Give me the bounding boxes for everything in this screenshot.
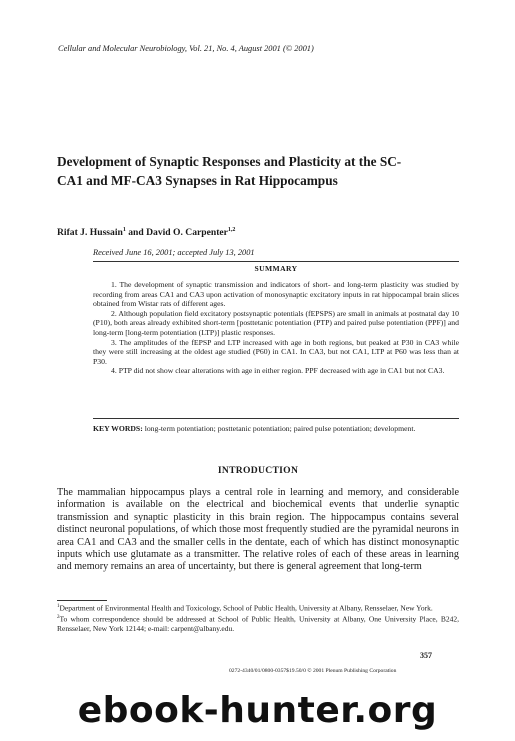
footnote-text: Department of Environmental Health and Toxicology, School of Public Health, University at Albany, Rensselaer, New York. <box>59 603 433 613</box>
article-title: Development of Synaptic Responses and Plasticity at the SC-CA1 and MF-CA3 Synapses in Rat Hippocampus <box>57 154 402 188</box>
author-name: David O. Carpenter <box>146 227 228 239</box>
author-line <box>57 227 235 238</box>
summary-paragraph: 4. PTP did not show clear alterations with age in either region. PPF decreased with age in CA1 but not CA3. <box>111 366 445 376</box>
footnote-text: To whom correspondence should be addressed at School of Public Health, University at Albany, One University Place, B242, Rensselaer, New York 12144; e-mail: carpent@albany.edu. <box>57 614 459 633</box>
watermark: ebook-hunter.org <box>77 690 438 731</box>
footnote <box>57 613 459 633</box>
section-heading: INTRODUCTION <box>217 465 299 476</box>
summary-bottom-rule <box>93 418 459 419</box>
keywords <box>93 424 459 434</box>
page-number: 357 <box>420 651 432 660</box>
journal-citation: Cellular and Molecular Neurobiology, Vol. 21, No. 4, August 2001 (© 2001) <box>58 44 314 53</box>
summary-body <box>93 280 459 376</box>
footnotes <box>57 602 459 633</box>
affiliation-marker: 1,2 <box>227 227 236 233</box>
affiliation-marker: 1 <box>122 227 126 233</box>
summary-heading: SUMMARY <box>254 264 298 273</box>
keywords-text: long-term potentiation; posttetanic potentiation; paired pulse potentiation; development. <box>142 424 416 433</box>
copyright-line: 0272-4340/01/0800-0357$19.50/0 © 2001 Plenum Publishing Corporation <box>229 668 397 674</box>
summary-paragraph: 2. Although population field excitatory postsynaptic potentials (fEPSPS) are small in animals at postnatal day 10 (P10), both areas already exhibited short-term [posttetanic potentiation (PTP) and paired pulse potentiation (PPF)] and long-term [long-term potentiation (LTP)] plastic responses. <box>93 308 459 337</box>
keywords-label: KEY WORDS: <box>93 424 143 433</box>
summary-paragraph: 1. The development of synaptic transmission and indicators of short- and long-term plasticity was studied by recording from areas CA1 and CA3 upon activation of monosynaptic excitatory inputs in rat hippocampal brain slices obtained from Wistar rats of different ages. <box>93 280 459 309</box>
author-joiner: and <box>125 227 147 239</box>
author-name: Rifat J. Hussain <box>57 227 123 239</box>
footnote <box>57 602 459 613</box>
summary-top-rule <box>93 261 459 262</box>
footnote-marker: 2 <box>57 614 60 620</box>
received-dates: Received June 16, 2001; accepted July 13, 2001 <box>93 248 255 257</box>
summary-paragraph: 3. The amplitudes of the fEPSP and LTP increased with age in both regions, but peaked at P30 in CA3 while they were still increasing at the oldest age studied (P60) in CA1. In CA3, but not CA1, LTP at P60 was less than at P30. <box>93 337 459 366</box>
footnote-marker: 1 <box>57 604 60 609</box>
introduction-text: The mammalian hippocampus plays a central role in learning and memory, and considerable information is available on the electrical and biochemical events that underlie synaptic transmission and synaptic plasticity in this brain region. The hippocampus contains several distinct neuronal populations, of which those most frequently studied are the pyramidal neurons in area CA1 and CA3 and the smaller cells in the dentate, each of which has distinct monosynaptic inputs which use glutamate as a transmitter. The relative roles of each of these areas in learning and memory remains an area of uncertainty, but there is general agreement that long-term <box>57 487 459 573</box>
footnote-rule <box>57 600 107 601</box>
